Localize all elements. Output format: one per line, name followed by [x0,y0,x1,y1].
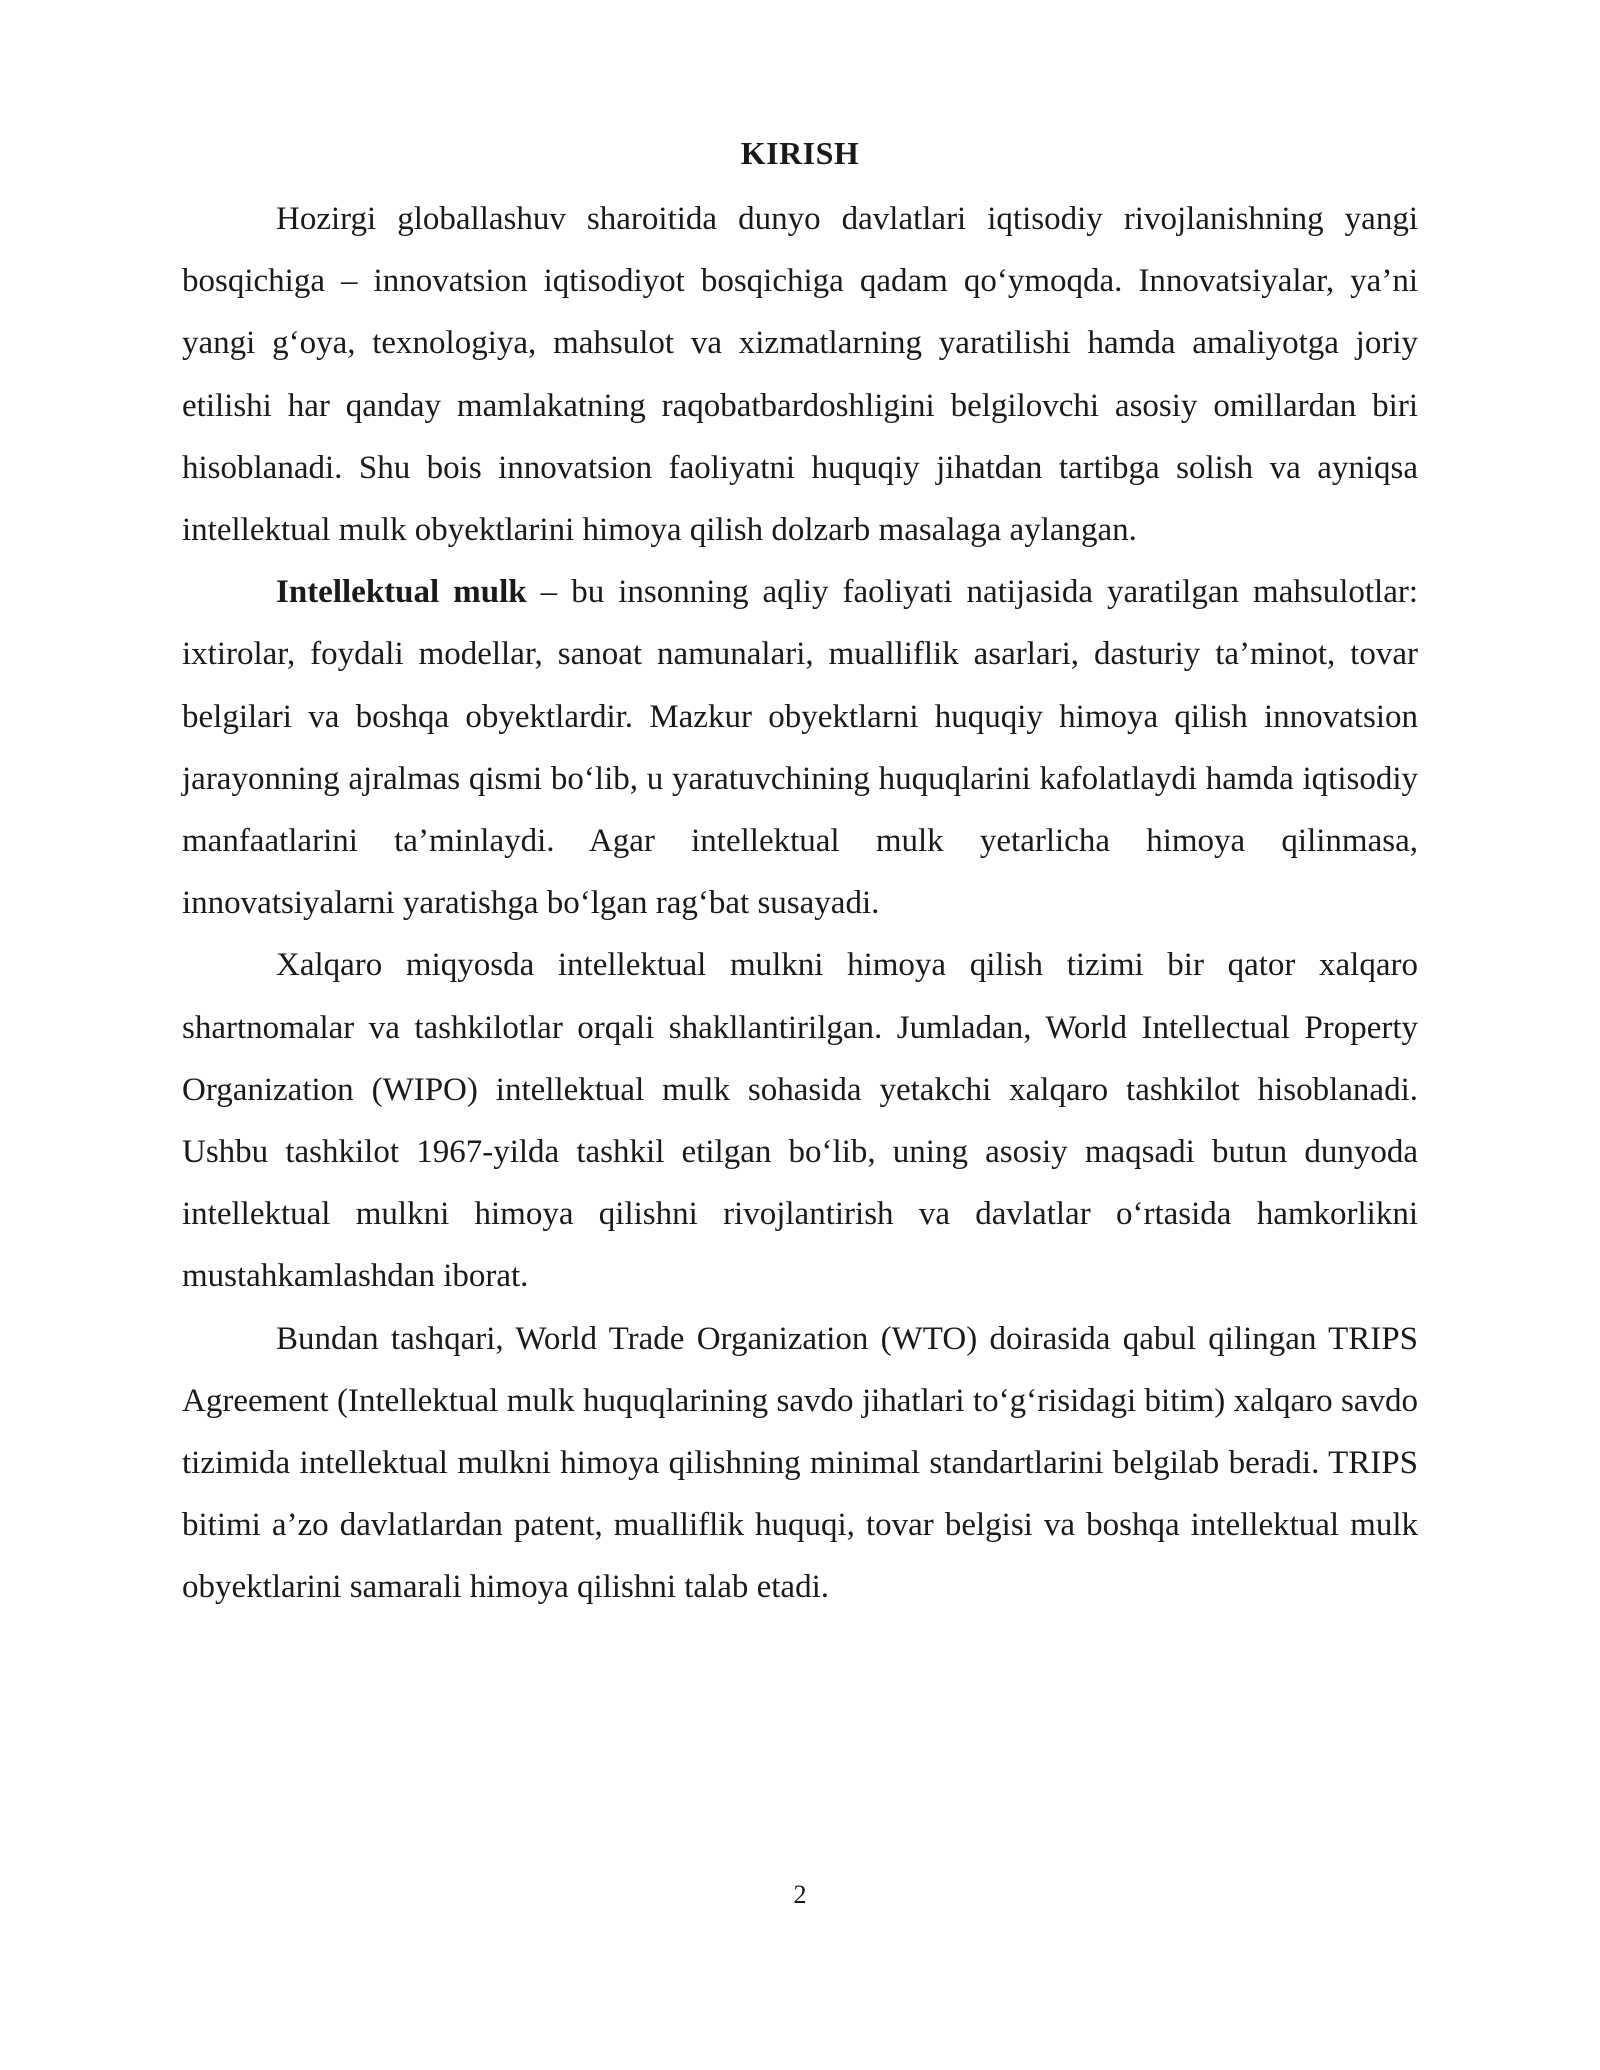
paragraph-2-text: – bu insonning aqliy faoliyati natijasida yaratilgan mahsulotlar: ixtirolar, foydali modellar, sanoat namunalari, mualliflik asarlari, dasturiy ta’minot, tovar belgilari va boshqa obyektlardir. Mazkur obyektlarni huquqiy himoya qilish innovatsion jarayonning ajralmas qismi bo‘lib, u yaratuvchining huquqlarini kafolatlaydi hamda iqtisodiy manfaatlarini ta’minlaydi. Agar intellektual mulk yetarlicha himoya qilinmasa, innovatsiyalarni yaratishga bo‘lgan rag‘bat susayadi. [182,574,1419,922]
paragraph-1 [182,188,1418,561]
paragraph-3 [182,934,1418,1307]
paragraph-2 [182,561,1418,934]
paragraph-1-text: Hozirgi globallashuv sharoitida dunyo davlatlari iqtisodiy rivojlanishning yangi bosqichiga – innovatsion iqtisodiyot bosqichiga qadam qo‘ymoqda. Innovatsiyalar, ya’ni yangi g‘oya, texnologiya, mahsulot va xizmatlarning yaratilishi hamda amaliyotga joriy etilishi har qanday mamlakatning raqobatbardoshligini belgilovchi asosiy omillardan biri hisoblanadi. Shu bois innovatsion faoliyatni huquqiy jihatdan tartibga solish va ayniqsa intellektual mulk obyektlarini himoya qilish dolzarb masalaga aylangan. [182,201,1418,549]
page-number: 2 [793,1880,807,1909]
paragraph-4 [182,1308,1418,1619]
paragraph-2-term: Intellektual mulk [276,574,527,611]
paragraph-4-text: Bundan tashqari, World Trade Organization (WTO) doirasida qabul qilingan TRIPS Agreement (Intellektual mulk huquqlarining savdo jihatlari to‘g‘risidagi bitim) xalqaro savdo tizimida intellektual mulkni himoya qilishning minimal standartlarini belgilab beradi. TRIPS bitimi a’zo davlatlardan patent, mualliflik huquqi, tovar belgisi va boshqa intellektual mulk obyektlarini samarali himoya qilishni talab etadi. [182,1320,1418,1606]
document-body [182,188,1418,1619]
paragraph-3-text: Xalqaro miqyosda intellektual mulkni himoya qilish tizimi bir qator xalqaro shartnomalar va tashkilotlar orqali shakllantirilgan. Jumladan, World Intellectual Property Organization (WIPO) intellektual mulk sohasida yetakchi xalqaro tashkilot hisoblanadi. Ushbu tashkilot 1967-yilda tashkil etilgan bo‘lib, uning asosiy maqsadi butun dunyoda intellektual mulkni himoya qilishni rivojlantirish va davlatlar o‘rtasida hamkorlikni mustahkamlashdan iborat. [182,947,1418,1295]
page-title: KIRISH [740,135,860,172]
